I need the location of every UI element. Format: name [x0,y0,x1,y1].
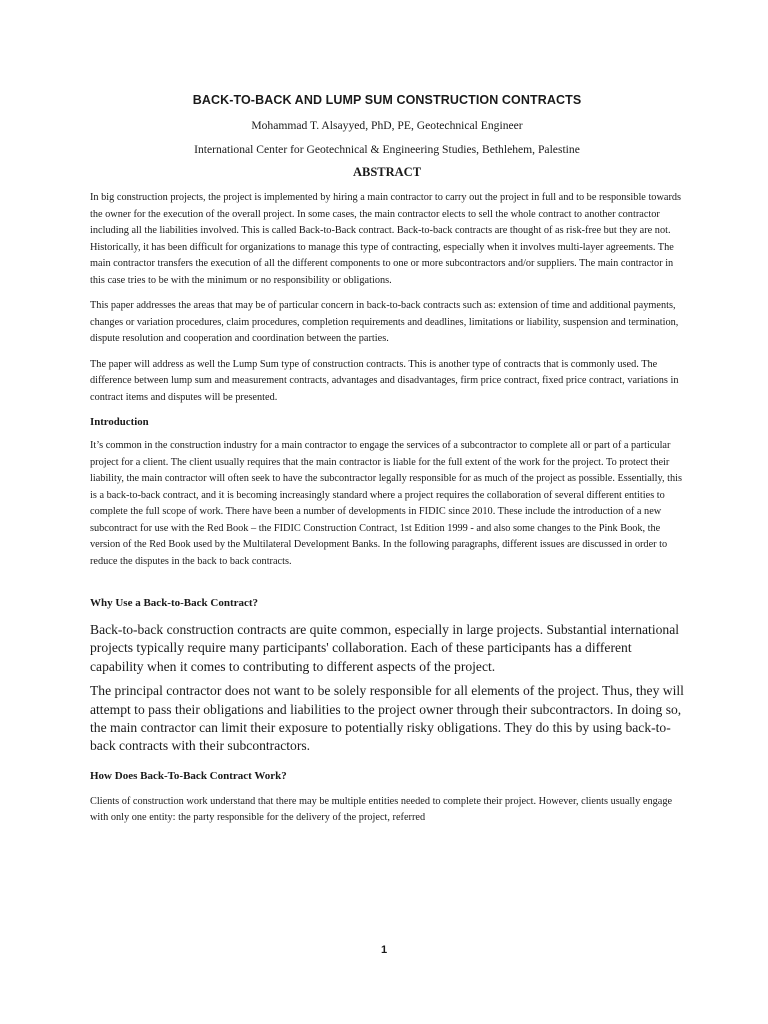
why-section-heading: Why Use a Back-to-Back Contract? [90,597,259,609]
abstract-paragraph: This paper addresses the areas that may be of particular concern in back-to-back contracts such as: extension of time and additional payments, changes or variation procedures, claim procedures, completion requirements and deadlines, limitations or liability, suspension and termination, dispute resolution and cooperation and coordination between the parties. [90,300,679,344]
page-number: 1 [380,944,388,956]
why-section-paragraph: The principal contractor does not want to be solely responsible for all elements of the project. Thus, they will attempt to pass their obligations and liabilities to the project owner through their subcontractors. In doing so, the main contractor can limit their exposure to potentially risky obligations. They do this by using back-to-back contracts with their subcontractors. [90,683,684,754]
author-line: Mohammad T. Alsayyed, PhD, PE, Geotechnical Engineer [251,119,523,132]
introduction-heading: Introduction [90,416,149,428]
abstract-paragraph: The paper will address as well the Lump Sum type of construction contracts. This is another type of contracts that is commonly used. The difference between lump sum and measurement contracts, advantages and disadvantages, firm price contract, fixed price contract, variations in contract items and disputes will be presented. [90,358,679,403]
why-section-paragraph: Back-to-back construction contracts are quite common, especially in large projects. Substantial international projects typically require many participants' collaboration. Each of these participants has a different capability when it comes to contributing to different aspects of the project. [90,622,679,674]
abstract-paragraph: In big construction projects, the project is implemented by hiring a main contractor to carry out the project in full and to be responsible towards the owner for the execution of the overall project. In some cases, the main contractor elects to sell the whole contract to another contractor including all the liabilities involved. This is called Back-to-Back contract. Back-to-back contracts are thought of as risk-free but they are not. Historically, it has been difficult for organizations to manage this type of contracting, especially when it involves multi-layer agreements. The main contractor transfers the execution of all the different components to one or more subcontractors and/or suppliers. The main contractor in this case tries to be with the minimum or no responsibility or obligations. [90,192,682,286]
affiliation-line: International Center for Geotechnical & Engineering Studies, Bethlehem, Palestine [194,143,580,156]
how-section-paragraph: Clients of construction work understand that there may be multiple entities needed to complete their project. However, clients usually engage with only one entity: the party responsible for the delivery of the project, referred [90,795,673,824]
page-content [90,93,684,836]
abstract-heading: ABSTRACT [352,165,422,179]
paper-title: BACK-TO-BACK AND LUMP SUM CONSTRUCTION CONTRACTS [192,93,582,107]
how-section-heading: How Does Back-To-Back Contract Work? [90,769,287,782]
introduction-paragraph: It’s common in the construction industry for a main contractor to engage the services of a subcontractor to complete all or part of a particular project for a client. The client usually requires that the main contractor is liable for the full extent of the work for the project. To protect their liability, the main contractor will often seek to have the subcontractor legally responsible for as much of the project as possible. Essentially, this is a back-to-back contract, and it is becoming increasingly standard where a project requires the collaboration of several different entities to complete the full scope of work. There have been a number of developments in FIDIC since 2010. These include the introduction of a new subcontract for use with the Red Book – the FIDIC Construction Contract, 1st Edition 1999 - and also some changes to the Pink Book, the version of the Red Book used by the Multilateral Development Banks. In the following paragraphs, different issues are discussed in order to reduce the disputes in the back to back contracts. [90,440,683,567]
